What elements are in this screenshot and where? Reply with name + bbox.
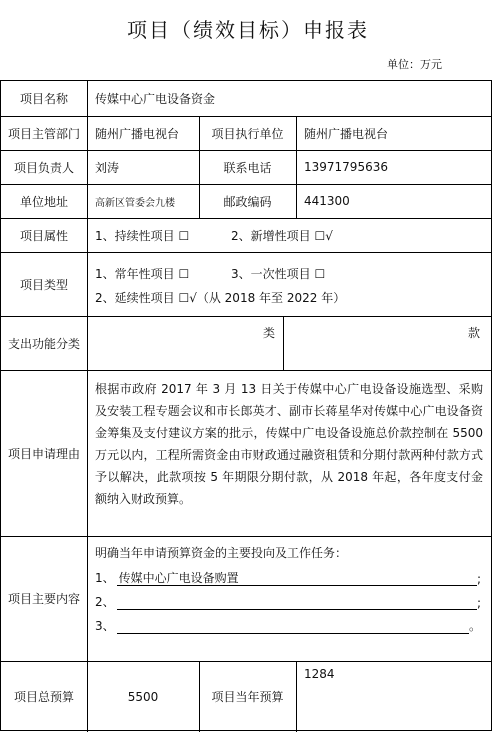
content-item-3 [95, 610, 481, 634]
content-label: 项目主要内容 [7, 592, 80, 606]
address-value: 高新区管委会九楼 [95, 197, 175, 209]
content-block [87, 536, 491, 661]
address-label: 单位地址 [19, 194, 68, 209]
exec-value: 随州广播电视台 [304, 126, 389, 141]
type-option-extended: 2、延续性项目 ☐√（从 2018 年至 2022 年） [95, 291, 346, 305]
year-budget-label: 项目当年预算 [211, 690, 284, 704]
content-item-3-end: 。 [468, 619, 481, 633]
leader-label: 项目负责人 [13, 160, 74, 175]
content-item-2 [95, 586, 481, 610]
content-item-2-end: ; [476, 596, 481, 610]
content-intro: 明确当年申请预算资金的主要投向及工作任务： [95, 545, 348, 560]
content-item-1-end: ; [476, 572, 481, 586]
content-item-3-blank [117, 617, 469, 634]
year-budget-value: 1284 [304, 667, 335, 681]
project-name-value: 传媒中心广电设备资金 [95, 92, 216, 106]
attr-option-continuous: 1、持续性项目 ☐ [95, 228, 190, 243]
type-option-onetime: 3、一次性项目 ☐ [231, 267, 326, 281]
attr-label: 项目属性 [19, 228, 68, 243]
func-lei: 类 [263, 326, 276, 340]
phone-label: 联系电话 [223, 160, 272, 175]
leader-value: 刘涛 [95, 160, 120, 175]
dept-value: 随州广播电视台 [95, 126, 180, 141]
form-title: 项目（绩效目标）申报表 [127, 18, 369, 42]
unit-label: 单位：万元 [387, 58, 442, 71]
total-budget-label: 项目总预算 [13, 690, 74, 704]
postcode-label: 邮政编码 [223, 194, 272, 209]
content-item-3-num: 3、 [95, 619, 115, 633]
col-divider [283, 316, 284, 370]
reason-label: 项目申请理由 [7, 446, 80, 461]
dept-label: 项目主管部门 [7, 126, 80, 141]
type-label: 项目类型 [19, 277, 68, 292]
func-label: 支出功能分类 [7, 336, 80, 351]
content-item-2-num: 2、 [95, 595, 115, 609]
content-item-2-blank [117, 593, 477, 610]
exec-label: 项目执行单位 [211, 126, 284, 141]
project-name-label: 项目名称 [19, 92, 68, 106]
content-item-1-num: 1、 [95, 571, 115, 585]
total-budget-value: 5500 [127, 689, 159, 704]
phone-value: 13971795636 [304, 160, 388, 174]
type-option-annual: 1、常年性项目 ☐ [95, 267, 190, 281]
content-item-1-text: 传媒中心广电设备购置 [117, 569, 477, 586]
reason-text: 根据市政府 2017 年 3 月 13 日关于传媒中心广电设备设施选型、采购及安装工程专题会议和市长郎英才、副市长蒋星华对传媒中心广电设备资金筹集及支付建议方案的批示，传媒中广电设备设施总价款控制在 5500 万元以内，工程所需资金由市财政通过融资租赁和分期付款两种付款方式予以解决，此款项按 5 年期限分期付款，从 2018 年起，各年度支付金额纳入财政预算。 [95, 382, 483, 506]
content-item-1 [95, 562, 481, 586]
postcode-value: 441300 [304, 194, 350, 208]
application-table [0, 80, 492, 731]
attr-option-new: 2、新增性项目 ☐√ [231, 228, 333, 243]
func-kuan: 款 [468, 326, 481, 340]
